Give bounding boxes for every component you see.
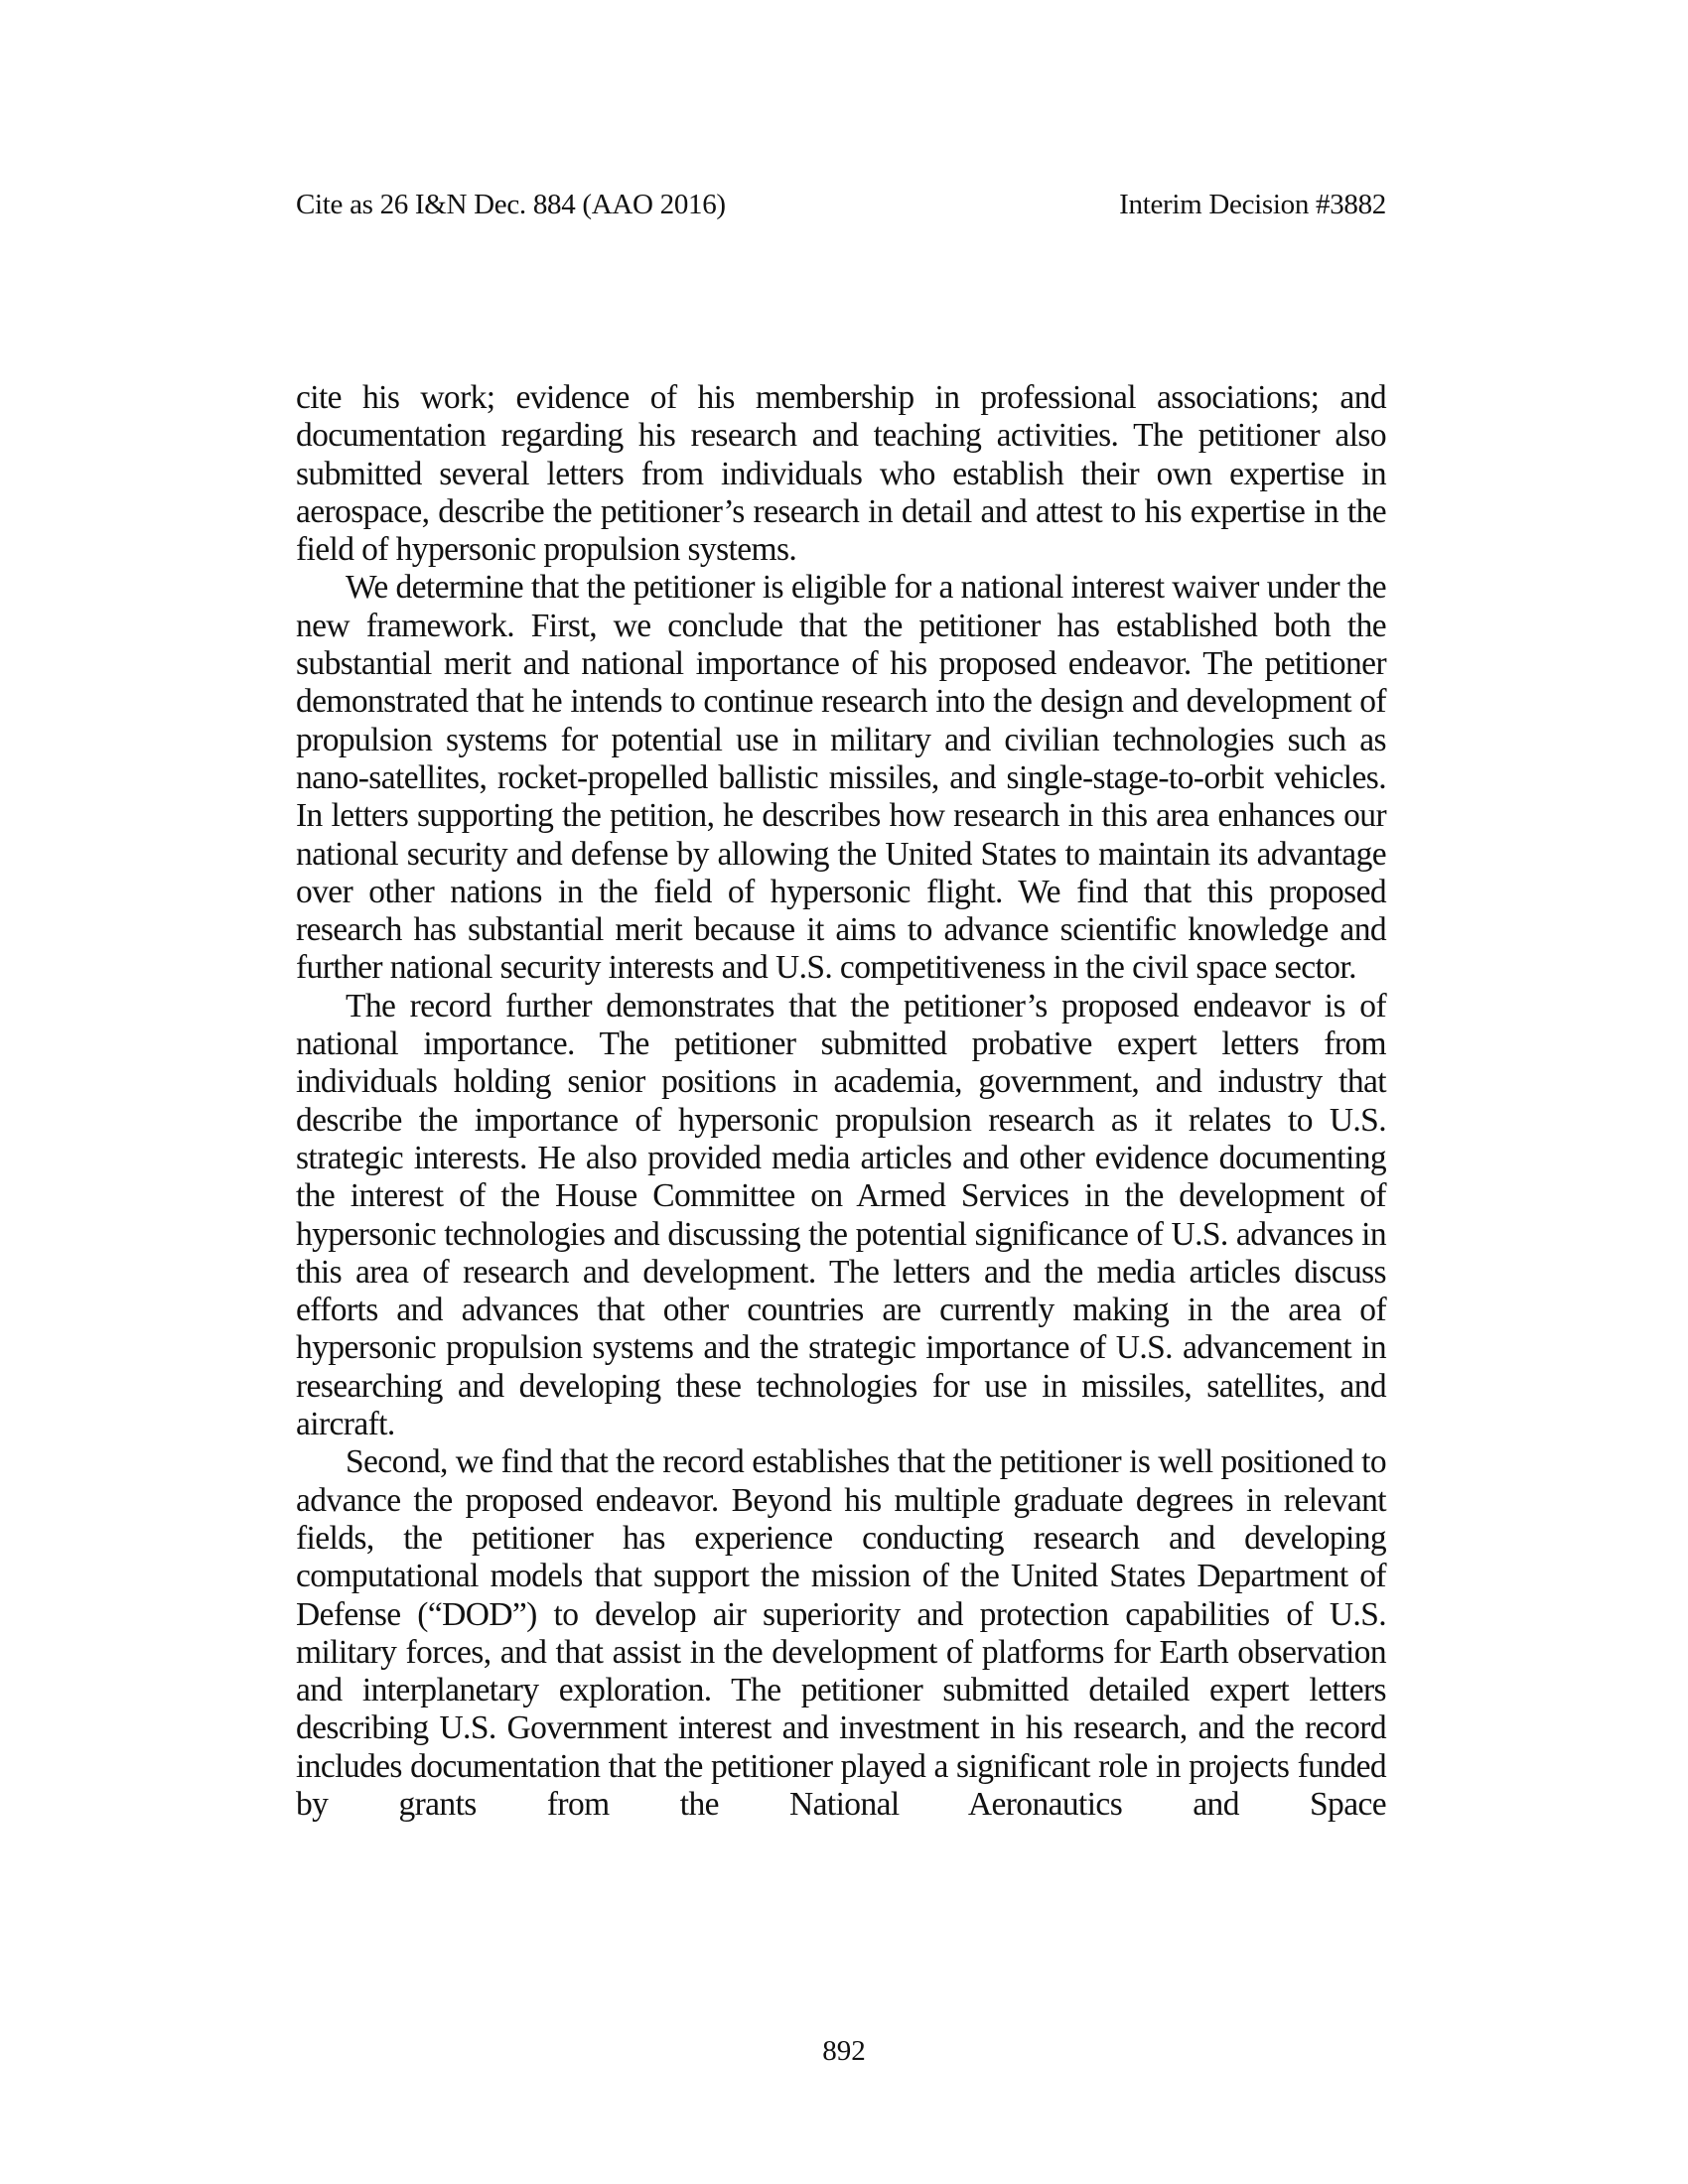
citation-header: Cite as 26 I&N Dec. 884 (AAO 2016): [296, 189, 726, 220]
paragraph-1: cite his work; evidence of his membership in professional associations; and documentation regarding his research and teaching activities. The petitioner also submitted several letters from individuals who establish their own expertise in aerospace, describe the petitioner’s research in detail and attest to his expertise in the field of hypersonic propulsion systems.: [296, 379, 1386, 569]
page-number: 892: [822, 2035, 866, 2067]
paragraph-3: The record further demonstrates that the petitioner’s proposed endeavor is of national importance. The petitioner submitted probative expert letters from individuals holding senior positions in academia, government, and industry that describe the importance of hypersonic propulsion research as it relates to U.S. strategic interests. He also provided media articles and other evidence documenting the interest of the House Committee on Armed Services in the development of hypersonic technologies and discussing the potential significance of U.S. advances in this area of research and development. The letters and the media articles discuss efforts and advances that other countries are currently making in the area of hypersonic propulsion systems and the strategic importance of U.S. advancement in researching and developing these technologies for use in missiles, satellites, and aircraft.: [296, 987, 1386, 1443]
running-header: [296, 185, 1386, 224]
body-text: [296, 379, 1386, 1824]
decision-number-header: Interim Decision #3882: [1119, 189, 1386, 220]
paragraph-2: We determine that the petitioner is eligible for a national interest waiver under the new framework. First, we conclude that the petitioner has established both the substantial merit and national importance of his proposed endeavor. The petitioner demonstrated that he intends to continue research into the design and development of propulsion systems for potential use in military and civilian technologies such as nano-satellites, rocket-propelled ballistic missiles, and single-stage-to-orbit vehicles. In letters supporting the petition, he describes how research in this area enhances our national security and defense by allowing the United States to maintain its advantage over other nations in the field of hypersonic flight. We find that this proposed research has substantial merit because it aims to advance scientific knowledge and further national security interests and U.S. competitiveness in the civil space sector.: [296, 569, 1386, 987]
paragraph-4: Second, we find that the record establishes that the petitioner is well positioned to advance the proposed endeavor. Beyond his multiple graduate degrees in relevant fields, the petitioner has experience conducting research and developing computational models that support the mission of the United States Department of Defense (“DOD”) to develop air superiority and protection capabilities of U.S. military forces, and that assist in the development of platforms for Earth observation and interplanetary exploration. The petitioner submitted detailed expert letters describing U.S. Government interest and investment in his research, and the record includes documentation that the petitioner played a significant role in projects funded by grants from the National Aeronautics and Space: [296, 1443, 1386, 1823]
